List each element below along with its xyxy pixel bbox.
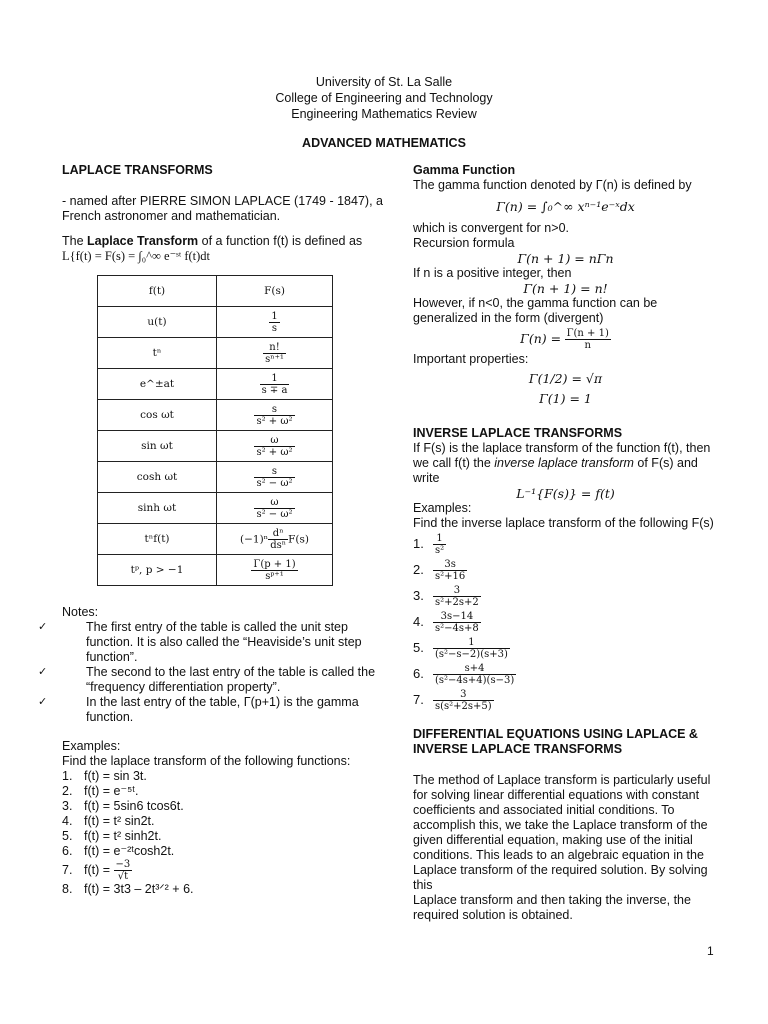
diffeq-body: The method of Laplace transform is particularly useful for solving linear differential equations with constant coefficients and associated initial conditions. To accomplish this, we take the Laplace transform of the given differential equation, making use of the initial conditions. This leads to an algebraic equation in the Laplace transform of the required solution. By solving this (413, 773, 711, 892)
diffeq-heading: DIFFERENTIAL EQUATIONS USING LAPLACE & INVERSE LAPLACE TRANSFORMS (413, 727, 698, 756)
table-cell-transform: $\frac{1}{s \mp a}$ (217, 369, 333, 400)
left-column (62, 163, 384, 264)
table-cell-transform: $\frac{\omega}{\text{s² − ω²}}$ (217, 493, 333, 524)
table-row (98, 338, 333, 369)
example-item: 7. f(t) = $\frac{-3}{√t}$ (62, 859, 131, 883)
gamma-recursion: Γ(n + 1) = nΓn (517, 251, 614, 266)
laplace-examples (62, 739, 387, 897)
laplace-intro: - named after PIERRE SIMON LAPLACE (1749 - 1847), a French astronomer and mathematician. (62, 194, 383, 223)
laplace-formula: L{f(t) = F(s) = ∫₀^∞ e⁻ˢᵗ f(t)dt (62, 249, 211, 263)
example-item: 6. f(t) = e⁻²ᵗcosh2t. (62, 844, 175, 858)
table-header-fs: F(s) (217, 276, 333, 307)
document-title: ADVANCED MATHEMATICS (302, 136, 466, 150)
college-name: College of Engineering and Technology (275, 91, 493, 105)
gamma-property: Γ(1/2) = √π (528, 371, 603, 386)
checkmark-icon: ✓ (38, 666, 48, 678)
table-row (98, 493, 333, 524)
table-cell-transform: $\frac{\Gamma(p + 1)}{\text{sᵖ⁺¹}}$ (217, 555, 333, 586)
example-item: 2. f(t) = e⁻⁵ᵗ. (62, 784, 139, 798)
diffeq-body: Laplace transform and then taking the inverse, the required solution is obtained. (413, 893, 691, 922)
table-cell-function: e^±at (98, 369, 217, 400)
inverse-example-item: 7. $\frac{3}{\text{s(s²+2s+5)}}$ (413, 689, 492, 713)
example-item: 8. f(t) = 3t3 – 2t³ᐟ² + 6. (62, 882, 194, 897)
notes-list (38, 620, 387, 725)
gamma-text: If n is a positive integer, then (413, 266, 572, 280)
inverse-example-item: 1. $\frac{1}{\text{s²}}$ (413, 533, 445, 557)
examples-title: Examples: (62, 739, 121, 753)
inverse-examples-list (413, 531, 718, 713)
notes-title: Notes: (62, 605, 99, 619)
table-cell-function: cos ωt (98, 400, 217, 431)
table-cell-function: sinh ωt (98, 493, 217, 524)
table-cell-transform: $\frac{s}{\text{s² − ω²}}$ (217, 462, 333, 493)
table-cell-function: sin ωt (98, 431, 217, 462)
inverse-text: If F(s) is the laplace transform of the function f(t), then we call f(t) the inverse laplace transform of F(s) and write (413, 441, 711, 485)
gamma-heading: Gamma Function (413, 163, 516, 177)
table-row (98, 462, 333, 493)
table-cell-function: cosh ωt (98, 462, 217, 493)
table-cell-function: u(t) (98, 307, 217, 338)
table-row (98, 524, 333, 555)
checkmark-icon: ✓ (38, 621, 48, 633)
note-item: ✓ In the last entry of the table, Γ(p+1) is the gamma function. (38, 695, 359, 724)
gamma-integer: Γ(n + 1) = n! (523, 281, 608, 296)
table-row (98, 400, 333, 431)
example-item: 5. f(t) = t² sinh2t. (62, 829, 162, 843)
table-header-ft: f(t) (98, 276, 217, 307)
inverse-example-item: 3. $\frac{3}{\text{s²+2s+2}}$ (413, 585, 479, 609)
table-header-row (98, 276, 333, 307)
laplace-transform-table (97, 275, 333, 586)
gamma-formula: Γ(n) = ∫₀^∞ xⁿ⁻¹e⁻ˣdx (496, 199, 635, 214)
table-cell-function: tᵖ, p > −1 (98, 555, 217, 586)
table-row (98, 369, 333, 400)
table-row (98, 555, 333, 586)
checkmark-icon: ✓ (38, 696, 48, 708)
laplace-definition: The Laplace Transform of a function f(t) is defined as (62, 234, 363, 248)
inverse-heading: INVERSE LAPLACE TRANSFORMS (413, 426, 623, 440)
table-cell-transform: $\frac{s}{\text{s² + ω²}}$ (217, 400, 333, 431)
inverse-examples-title: Examples: (413, 501, 472, 515)
note-item: ✓ The second to the last entry of the table is called the “frequency differentiation property”. (38, 665, 376, 694)
document-header (0, 74, 768, 122)
table-cell-transform: $\frac{\omega}{\text{s² + ω²}}$ (217, 431, 333, 462)
inverse-formula: L⁻¹{F(s)} = f(t) (516, 486, 615, 501)
gamma-negative: Γ(n) = $\frac{\Gamma(n + 1)}{n}$ (520, 328, 609, 352)
example-item: 1. f(t) = sin 3t. (62, 769, 147, 783)
example-item: 3. f(t) = 5sin6 tcos6t. (62, 799, 184, 813)
notes-section (38, 605, 387, 725)
inverse-example-item: 6. $\frac{s+4}{\text{(s²−4s+4)(s−3)}}$ (413, 663, 515, 687)
table-cell-transform: $\frac{n!}{\text{sⁿ⁺¹}}$ (217, 338, 333, 369)
table-row (98, 307, 333, 338)
gamma-text: Recursion formula (413, 236, 515, 250)
inverse-example-item: 5. $\frac{1}{\text{(s²−s−2)(s+3)}}$ (413, 637, 508, 661)
table-cell-function: tⁿ (98, 338, 217, 369)
table-cell-transform: $\frac{1}{s}$ (217, 307, 333, 338)
gamma-text: The gamma function denoted by Γ(n) is defined by (413, 178, 692, 192)
laplace-term: Laplace Transform (87, 234, 199, 248)
table-row (98, 431, 333, 462)
gamma-text: which is convergent for n>0. (413, 221, 569, 235)
inverse-example-item: 2. $\frac{3s}{\text{s²+16}}$ (413, 559, 466, 583)
table-cell-function: tⁿf(t) (98, 524, 217, 555)
laplace-heading: LAPLACE TRANSFORMS (62, 163, 213, 177)
page-number: 1 (707, 944, 714, 958)
inverse-examples-prompt: Find the inverse laplace transform of the following F(s) (413, 516, 714, 530)
gamma-text: However, if n<0, the gamma function can be generalized in the form (divergent) (413, 296, 658, 325)
review-name: Engineering Mathematics Review (291, 107, 477, 121)
gamma-property: Γ(1) = 1 (539, 391, 592, 406)
example-item: 4. f(t) = t² sin2t. (62, 814, 155, 828)
note-item: ✓ The first entry of the table is called the unit step function. It is also called the “Heaviside’s unit step function”. (38, 620, 362, 664)
university-name: University of St. La Salle (315, 75, 453, 89)
right-column (413, 163, 718, 923)
inverse-example-item: 4. $\frac{3s-14}{\text{s²−4s+8}}$ (413, 611, 479, 635)
table-cell-transform: (−1)ⁿ $\frac{\text{dⁿ}}{\text{dsⁿ}}$ F(s) (217, 524, 333, 555)
gamma-text: Important properties: (413, 352, 529, 366)
examples-prompt: Find the laplace transform of the following functions: (62, 754, 351, 768)
